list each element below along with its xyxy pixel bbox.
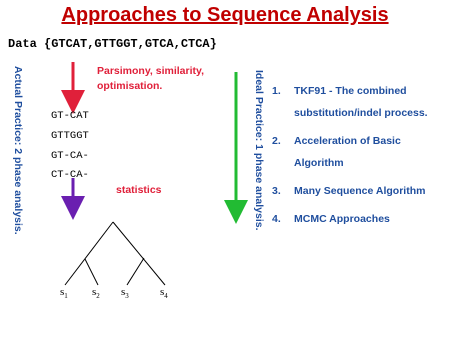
approach-item [272,80,447,124]
statistics-label: statistics [116,184,162,196]
approach-text: TKF91 - The combined substitution/indel process. [294,85,428,119]
parsimony-label: Parsimony, similarity, optimisation. [97,65,204,92]
ideal-practice-label: Ideal Practice: 1 phase analysis. [253,70,265,231]
tree-branch [113,222,165,285]
alignment-row: GT-CAT [51,110,89,122]
approach-text: Many Sequence Algorithm [294,185,426,197]
actual-practice-label: Actual Practice: 2 phase analysis. [12,66,24,235]
approach-number: 2. [272,135,281,147]
approach-text: Acceleration of Basic Algorithm [294,135,401,169]
tree-leaf-s4: $s_4$ [160,286,168,301]
approach-item [272,180,447,202]
tree-leaf-s1: $s_1$ [60,286,68,301]
approach-number: 1. [272,85,281,97]
tree-branch [127,258,144,285]
alignment-row: GT-CA- [51,150,89,162]
alignment-row: CT-CA- [51,169,89,181]
tree-leaf-s2: $s_2$ [92,286,100,301]
alignment-row: GTTGGT [51,130,89,142]
approach-item [272,208,447,230]
tree-branch [65,222,113,285]
tree-branch [85,259,98,285]
phylogenetic-tree [65,222,165,285]
approach-text: MCMC Approaches [294,213,390,225]
approach-item [272,130,447,174]
tree-leaf-s3: $s_3$ [121,286,129,301]
approach-number: 4. [272,213,281,225]
slide-title: Approaches to Sequence Analysis [61,4,389,26]
data-line: Data {GTCAT,GTTGGT,GTCA,CTCA} [8,37,217,51]
approach-number: 3. [272,185,281,197]
approach-list [272,80,447,236]
